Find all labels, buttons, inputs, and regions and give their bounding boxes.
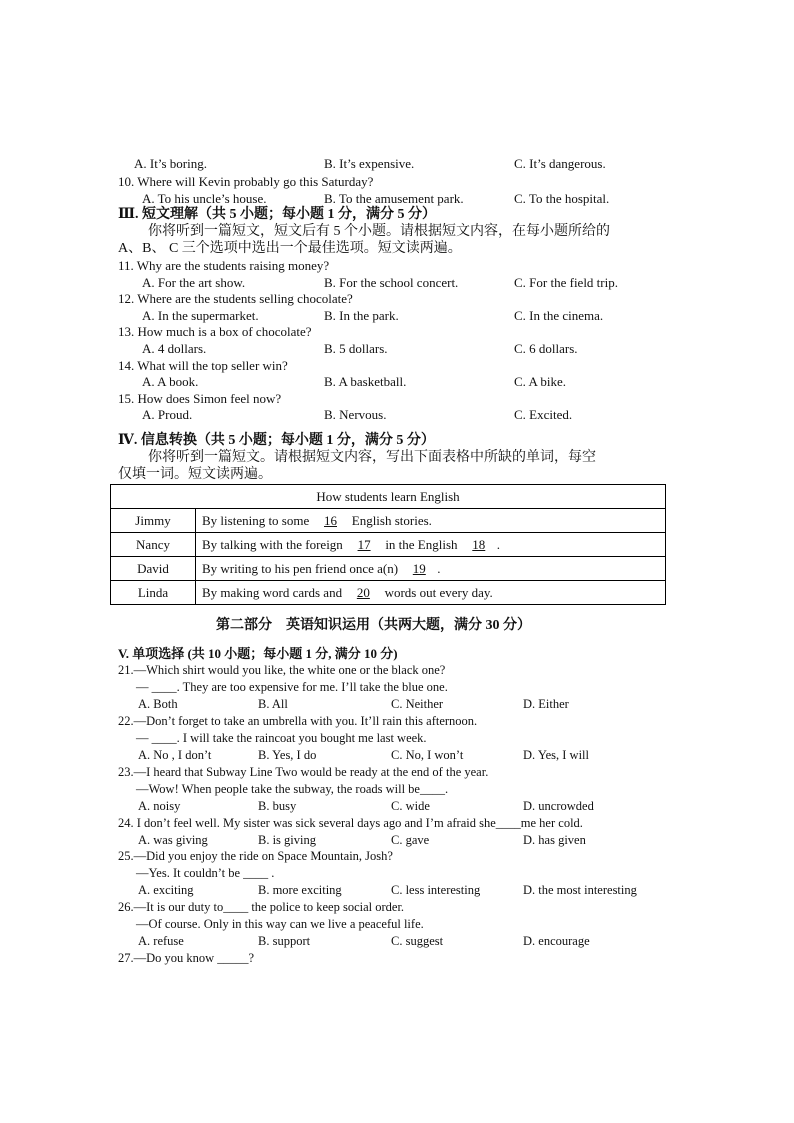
row-text-pre: By making word cards and	[202, 584, 343, 600]
q26-line1	[0, 899, 794, 916]
q21-option-d: D. Either	[523, 697, 569, 711]
q14-option-b: B. A basketball.	[324, 374, 407, 389]
q14-option-c: C. A bike.	[514, 374, 567, 389]
q26-option-b: B. support	[258, 934, 311, 948]
q23-response: —Wow! When people take the subway, the roads will be____.	[136, 782, 449, 796]
q15-option-a: A. Proud.	[142, 407, 193, 422]
row-text-mid: words out every day.	[384, 584, 493, 600]
section4-instructions-2	[0, 466, 794, 483]
row-text-mid: English stories.	[351, 512, 432, 528]
blank-20[interactable]: 20	[356, 584, 370, 600]
part2-title: 第二部分 英语知识运用（共两大题，满分 30 分）	[216, 618, 531, 633]
row-text-pre: By writing to his pen friend once a(n)	[202, 560, 399, 576]
q14-option-a: A. A book.	[142, 374, 199, 389]
q25-options	[0, 882, 794, 899]
q23-options	[0, 798, 794, 815]
q26-option-c: C. suggest	[391, 934, 444, 948]
q12-stem: 12. Where are the students selling chocolate?	[118, 291, 353, 306]
blank-16[interactable]: 16	[324, 512, 337, 528]
q9-option-c: C. It’s dangerous.	[514, 156, 606, 171]
q24-option-c: C. gave	[391, 833, 430, 847]
q25-response: —Yes. It couldn’t be ____ .	[136, 866, 275, 880]
q26-option-d: D. encourage	[523, 934, 590, 948]
q21-option-b: B. All	[258, 697, 288, 711]
q26-response: —Of course. Only in this way can we live a peaceful life.	[136, 917, 424, 931]
row-description	[196, 533, 666, 557]
q26-stem: 26.—It is our duty to____ the police to keep social order.	[118, 900, 405, 914]
q13-option-a: A. 4 dollars.	[142, 341, 207, 356]
q22-line2	[0, 730, 794, 747]
q11-option-c: C. For the field trip.	[514, 275, 618, 290]
q23-option-d: D. uncrowded	[523, 799, 594, 813]
table-row	[111, 557, 666, 581]
q14-options	[0, 373, 794, 390]
q23-option-c: C. wide	[391, 799, 430, 813]
q21-line2	[0, 679, 794, 696]
section4-heading-line	[0, 432, 794, 449]
blank-17[interactable]: 17	[357, 536, 371, 552]
q11-stem: 11. Why are the students raising money?	[118, 258, 330, 273]
q12-stem-line	[0, 290, 794, 307]
section3-instructions-2	[0, 240, 794, 257]
section3-heading: Ⅲ. 短文理解（共 5 小题；每小题 1 分，满分 5 分）	[118, 207, 437, 222]
q22-option-d: D. Yes, I will	[523, 748, 589, 762]
q11-stem-line	[0, 257, 794, 274]
q23-stem: 23.—I heard that Subway Line Two would be ready at the end of the year.	[118, 765, 489, 779]
q14-stem-line	[0, 357, 794, 374]
table-row	[111, 581, 666, 605]
q12-option-b: B. In the park.	[324, 308, 399, 323]
table-row	[111, 509, 666, 533]
q27-stem: 27.—Do you know _____?	[118, 951, 255, 965]
q23-line1	[0, 764, 794, 781]
q13-option-b: B. 5 dollars.	[324, 341, 388, 356]
row-description	[196, 557, 666, 581]
q21-stem: 21.—Which shirt would you like, the white one or the black one?	[118, 663, 446, 677]
q15-options	[0, 406, 794, 423]
section3-instructions-1	[0, 223, 794, 240]
q26-option-a: A. refuse	[138, 934, 184, 948]
q25-option-d: D. the most interesting	[523, 883, 637, 897]
q25-line2	[0, 865, 794, 882]
q10-option-a: A. To his uncle’s house.	[142, 191, 267, 206]
q11-option-b: B. For the school concert.	[324, 275, 459, 290]
q10-option-b: B. To the amusement park.	[324, 191, 464, 206]
q24-options	[0, 832, 794, 849]
section4-heading: Ⅳ. 信息转换（共 5 小题；每小题 1 分，满分 5 分）	[118, 433, 435, 448]
q24-option-d: D. has given	[523, 833, 586, 847]
q24-option-b: B. is giving	[258, 833, 316, 847]
row-description	[196, 581, 666, 605]
part2-title-line	[0, 617, 794, 634]
row-name: Linda	[111, 581, 196, 605]
q15-stem: 15. How does Simon feel now?	[118, 391, 282, 406]
q21-options	[0, 696, 794, 713]
q12-options	[0, 307, 794, 324]
section5-heading: V. 单项选择 (共 10 小题；每小题 1 分, 满分 10 分)	[118, 646, 398, 661]
q10-stem-line	[0, 173, 794, 190]
row-name: Jimmy	[111, 509, 196, 533]
row-text-pre: By talking with the foreign	[202, 536, 343, 552]
q13-options	[0, 340, 794, 357]
q13-stem: 13. How much is a box of chocolate?	[118, 324, 312, 339]
q23-option-a: A. noisy	[138, 799, 181, 813]
row-text-mid: in the English	[385, 536, 458, 552]
table-caption: How students learn English	[111, 485, 666, 509]
row-text-pre: By listening to some	[202, 512, 310, 528]
q12-option-a: A. In the supermarket.	[142, 308, 259, 323]
q22-option-b: B. Yes, I do	[258, 748, 317, 762]
section3-heading-line	[0, 206, 794, 223]
section3-instr-line1: 你将听到一篇短文，短文后有 5 个小题。请根据短文内容，在每小题所给的	[148, 224, 610, 239]
q22-stem: 22.—Don’t forget to take an umbrella with you. It’ll rain this afternoon.	[118, 714, 478, 728]
q22-response: — ____. I will take the raincoat you bought me last week.	[136, 731, 427, 745]
q24-line1	[0, 815, 794, 832]
table-row	[111, 533, 666, 557]
q22-option-a: A. No , I don’t	[138, 748, 212, 762]
section5-heading-line	[0, 645, 794, 662]
q24-option-a: A. was giving	[138, 833, 208, 847]
q21-response: — ____. They are too expensive for me. I’ll take the blue one.	[136, 680, 448, 694]
q26-line2	[0, 916, 794, 933]
q13-option-c: C. 6 dollars.	[514, 341, 578, 356]
section4-instructions-1	[0, 449, 794, 466]
q11-options	[0, 274, 794, 291]
row-description	[196, 509, 666, 533]
section4-instr-line2: 仅填一词。短文读两遍。	[118, 467, 272, 482]
q21-option-a: A. Both	[138, 697, 178, 711]
q9-option-b: B. It’s expensive.	[324, 156, 415, 171]
info-table	[110, 484, 666, 605]
q10-stem: 10. Where will Kevin probably go this Saturday?	[118, 174, 374, 189]
q25-option-b: B. more exciting	[258, 883, 342, 897]
row-text-mid: .	[437, 560, 441, 576]
q22-options	[0, 747, 794, 764]
q10-option-c: C. To the hospital.	[514, 191, 610, 206]
q10-options	[0, 190, 794, 207]
section3-instr-line2: A、B、 C 三个选项中选出一个最佳选项。短文读两遍。	[118, 241, 462, 256]
q15-option-b: B. Nervous.	[324, 407, 387, 422]
blank-18[interactable]: 18	[472, 536, 486, 552]
blank-19[interactable]: 19	[412, 560, 426, 576]
q25-option-a: A. exciting	[138, 883, 194, 897]
row-name: David	[111, 557, 196, 581]
q25-stem: 25.—Did you enjoy the ride on Space Mountain, Josh?	[118, 849, 393, 863]
q25-line1	[0, 848, 794, 865]
q22-line1	[0, 713, 794, 730]
table-caption-row	[111, 485, 666, 509]
q13-stem-line	[0, 323, 794, 340]
q11-option-a: A. For the art show.	[142, 275, 246, 290]
q14-stem: 14. What will the top seller win?	[118, 358, 288, 373]
q27-line1	[0, 950, 794, 967]
q23-option-b: B. busy	[258, 799, 297, 813]
q21-option-c: C. Neither	[391, 697, 444, 711]
q25-option-c: C. less interesting	[391, 883, 481, 897]
q9-options	[0, 155, 794, 172]
row-name: Nancy	[111, 533, 196, 557]
q26-options	[0, 933, 794, 950]
q15-option-c: C. Excited.	[514, 407, 573, 422]
section4-instr-line1: 你将听到一篇短文。请根据短文内容，写出下面表格中所缺的单词，每空	[148, 450, 596, 465]
q21-line1	[0, 662, 794, 679]
q22-option-c: C. No, I won’t	[391, 748, 464, 762]
q15-stem-line	[0, 390, 794, 407]
q12-option-c: C. In the cinema.	[514, 308, 604, 323]
q23-line2	[0, 781, 794, 798]
q24-stem: 24. I don’t feel well. My sister was sick several days ago and I’m afraid she____me her cold.	[118, 816, 583, 830]
row-text-post: .	[496, 536, 501, 552]
q9-option-a: A. It’s boring.	[134, 156, 207, 171]
